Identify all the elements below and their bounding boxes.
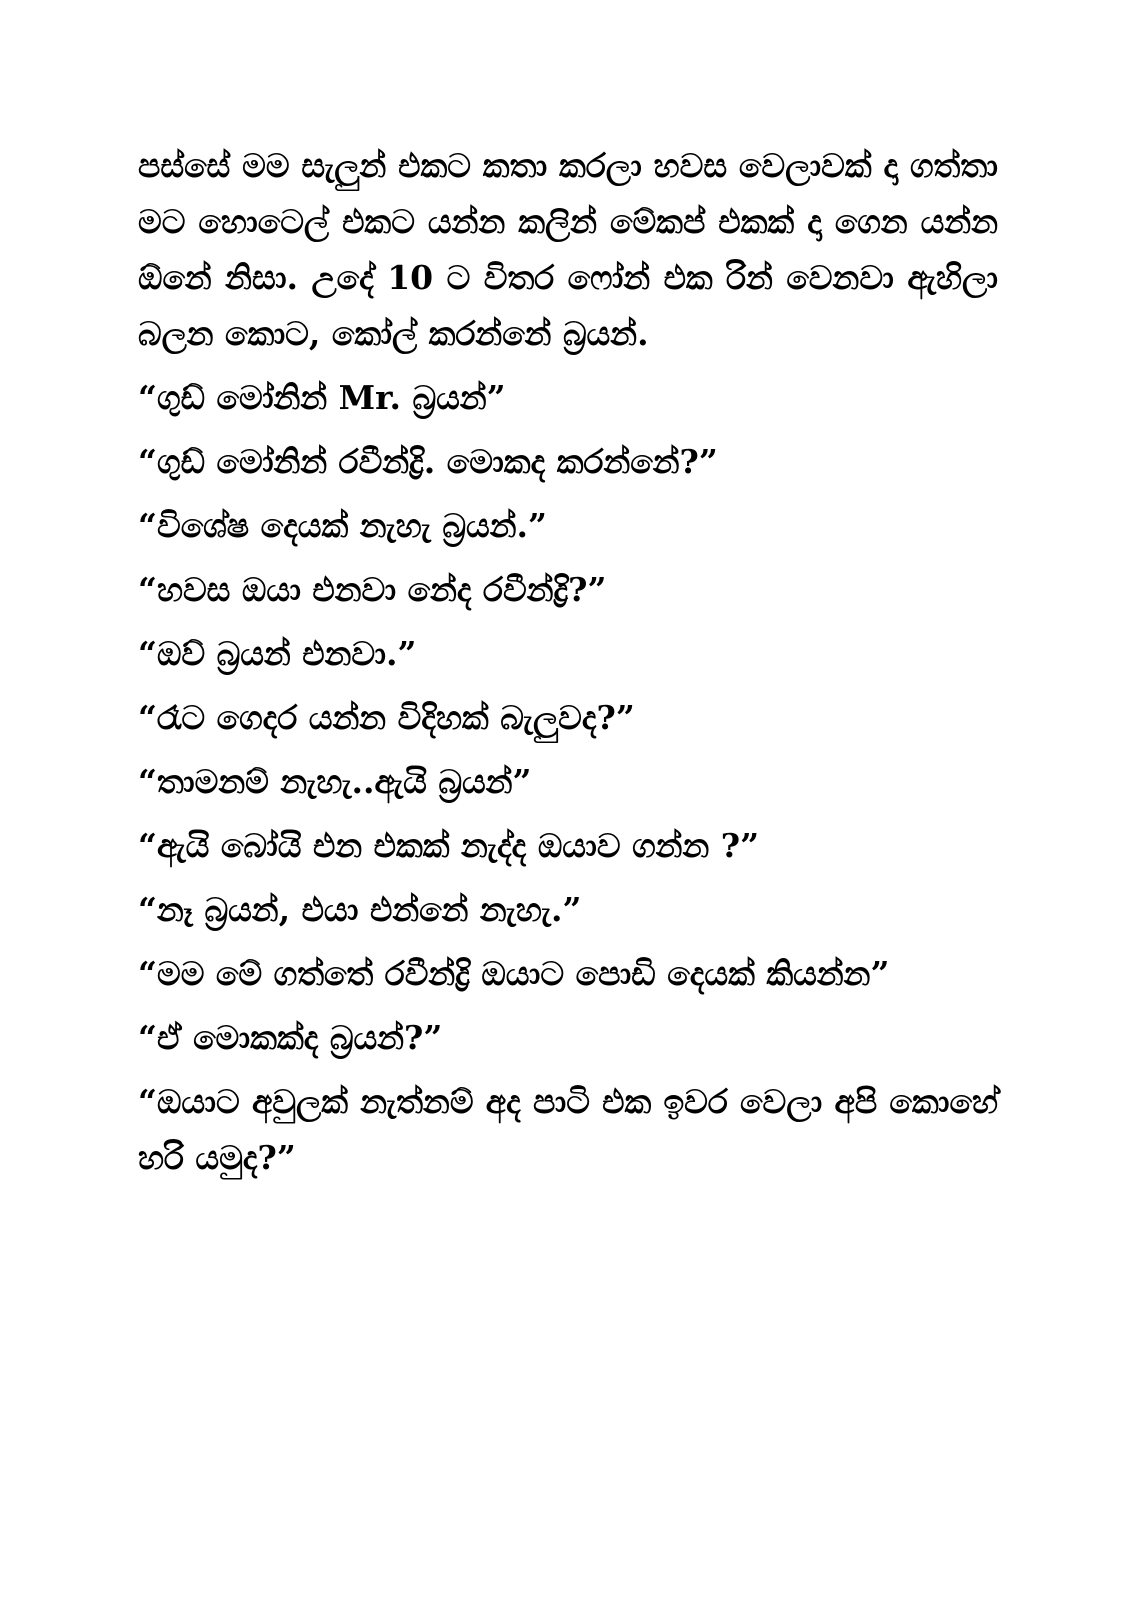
dialogue-line: “ඔයාට අවුලක් නැත්නම් අද පාටි එක ඉවර වෙලා අපි කොහේ හරි යමුද?” bbox=[138, 1082, 998, 1177]
dialogue-line: “ගුඩ් මෝනින් Mr. බ්‍රයන්” bbox=[138, 378, 506, 417]
dialogue-line: “විශේෂ දෙයක් නැහැ බ්‍රයන්.” bbox=[138, 506, 548, 545]
dialogue-line: “ඔව් බ්‍රයන් එනවා.” bbox=[138, 634, 417, 673]
dialogue-line: “රෑට ගෙදර යන්න විදිහක් බැලුවද?” bbox=[138, 698, 635, 737]
dialogue-line: “ඒ මොකක්ද බ්‍රයන්?” bbox=[138, 1018, 443, 1057]
story-text bbox=[138, 138, 998, 1194]
dialogue-line: “මම මේ ගත්තේ රවීන්ද්‍රි ඔයාට පොඩි දෙයක් කියන්න” bbox=[138, 954, 890, 993]
dialogue-line: “තාමනම් නැහැ..ඇයි බ්‍රයන්” bbox=[138, 762, 532, 801]
dialogue-line: “නෑ බ්‍රයන්, එයා එන්නේ නැහැ.” bbox=[138, 890, 582, 929]
dialogue-line: “ගුඩ් මෝනින් රවීන්ද්‍රි. මොකද කරන්නේ?” bbox=[138, 442, 718, 481]
dialogue-line: “හවස ඔයා එනවා නේද රවීන්ද්‍රි?” bbox=[138, 570, 607, 609]
dialogue-line: “ඇයි බෝයි එන එකක් නැද්ද ඔයාව ගන්න ?” bbox=[138, 826, 760, 865]
opening-paragraph: පස්සේ මම සැලුන් එකට කතා කරලා හවස වෙලාවක් දා ගත්තා මට හොටෙල් එකට යන්න කලින් මේකප් එකක් දා ගෙන යන්න ඕනේ නිසා. උදේ 10 ට විතර ෆෝන් එක රින් වෙනවා ඇහිලා බලන කොට, කෝල් කරන්නේ බ්‍රයන්. bbox=[138, 146, 998, 353]
